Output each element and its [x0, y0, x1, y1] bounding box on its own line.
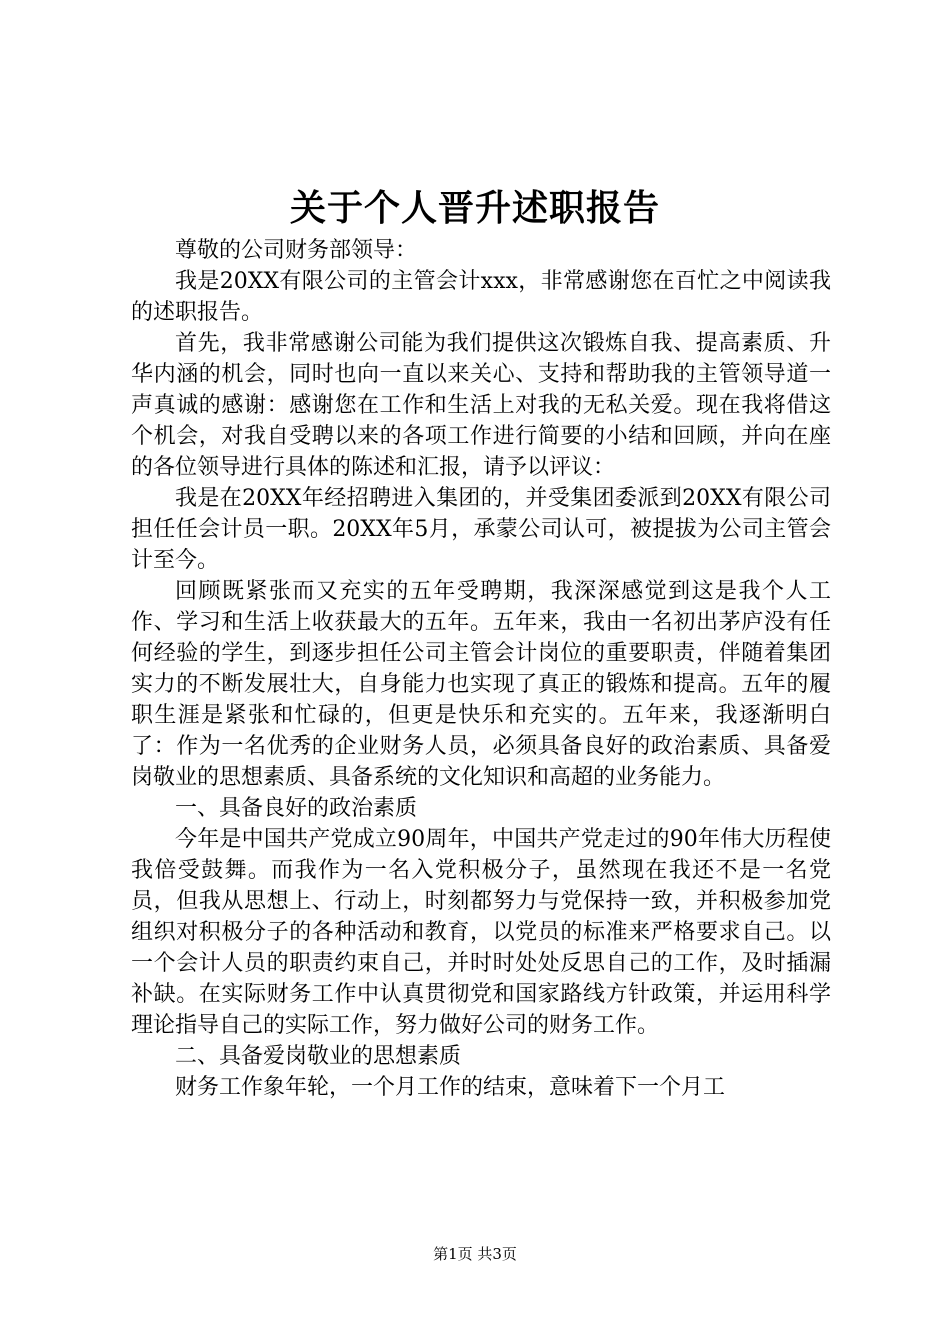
salutation: 尊敬的公司财务部领导： — [175, 238, 418, 263]
paragraph-dedication: 财务工作象年轮，一个月工作的结束，意味着下一个月工 — [175, 1075, 726, 1100]
section-heading-political: 一、具备良好的政治素质 — [175, 796, 418, 821]
paragraph-thanks: 首先，我非常感谢公司能为我们提供这次锻炼自我、提高素质、升华内涵的机会，同时也向一直以来关心、支持和帮助我的主管领导道一声真诚的感谢：感谢您在工作和生活上对我的无私关爱。现在我将借这个机会，对我自受聘以来的各项工作进行简要的小结和回顾，并向在座的各位领导进行具体的陈述和汇报，请予以评议： — [131, 331, 831, 480]
document-body — [131, 235, 831, 1103]
paragraph-history: 我是在20XX年经招聘进入集团的，并受集团委派到20XX有限公司担任任会计员一职。20XX年5月，承蒙公司认可，被提拔为公司主管会计至今。 — [131, 486, 831, 573]
paragraph-intro: 我是20XX有限公司的主管会计xxx，非常感谢您在百忙之中阅读我的述职报告。 — [131, 269, 831, 325]
section-heading-dedication: 二、具备爱岗敬业的思想素质 — [175, 1044, 462, 1069]
document-title: 关于个人晋升述职报告 — [289, 187, 660, 229]
paragraph-review: 回顾既紧张而又充实的五年受聘期，我深深感觉到这是我个人工作、学习和生活上收获最大的五年。五年来，我由一名初出茅庐没有任何经验的学生，到逐步担任公司主管会计岗位的重要职责，伴随着集团实力的不断发展壮大，自身能力也实现了真正的锻炼和提高。五年的履职生涯是紧张和忙碌的，但更是快乐和充实的。五年来，我逐渐明白了：作为一名优秀的企业财务人员，必须具备良好的政治素质、具备爱岗敬业的思想素质、具备系统的文化知识和高超的业务能力。 — [131, 579, 831, 790]
paragraph-political: 今年是中国共产党成立90周年，中国共产党走过的90年伟大历程使我倍受鼓舞。而我作为一名入党积极分子，虽然现在我还不是一名党员，但我从思想上、行动上，时刻都努力与党保持一致，并积极参加党组织对积极分子的各种活动和教育，以党员的标准来严格要求自己。以一个会计人员的职责约束自己，并时时处处反思自己的工作，及时插漏补缺。在实际财务工作中认真贯彻党和国家路线方针政策，并运用科学理论指导自己的实际工作，努力做好公司的财务工作。 — [131, 827, 831, 1038]
page-footer: 第1页 共3页 — [433, 1245, 517, 1263]
